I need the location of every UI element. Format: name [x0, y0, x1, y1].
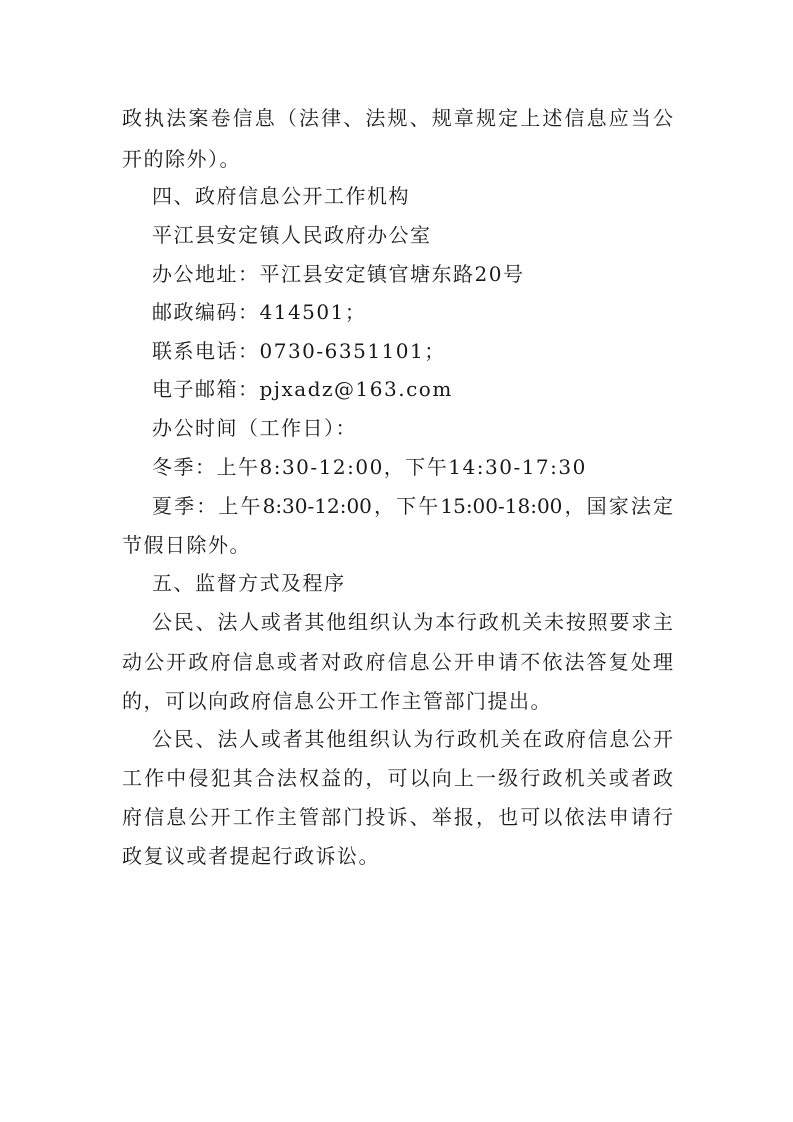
text-line: 节假日除外。 — [122, 533, 251, 557]
text-line: 府信息公开工作主管部门投诉、举报，也可以依法申请行 — [122, 805, 673, 829]
text-line: 公民、法人或者其他组织认为行政机关在政府信息公开 — [152, 727, 673, 751]
section-heading-5: 五、监督方式及程序 — [152, 571, 346, 595]
office-address: 办公地址：平江县安定镇官塘东路20号 — [152, 262, 525, 286]
office-hours-label: 办公时间（工作日）： — [152, 416, 357, 440]
postal-code: 邮政编码：414501； — [152, 300, 367, 324]
text-line: 工作中侵犯其合法权益的，可以向上一级行政机关或者政 — [122, 766, 673, 790]
text-line: 公民、法人或者其他组织认为本行政机关未按照要求主 — [152, 610, 673, 634]
contact-phone: 联系电话：0730-6351101； — [152, 339, 446, 363]
text-line: 动公开政府信息或者对政府信息公开申请不依法答复处理 — [122, 650, 673, 674]
summer-hours: 夏季：上午8:30-12:00，下午15:00-18:00，国家法定 — [152, 494, 673, 518]
text-line: 开的除外）。 — [122, 147, 241, 171]
text-line: 政执法案卷信息（法律、法规、规章规定上述信息应当公 — [122, 106, 673, 130]
winter-hours: 冬季：上午8:30-12:00，下午14:30-17:30 — [152, 455, 587, 479]
text-line: 的，可以向政府信息公开工作主管部门提出。 — [122, 689, 552, 713]
section-heading-4: 四、政府信息公开工作机构 — [152, 184, 410, 208]
email-address: 电子邮箱：pjxadz@163.com — [152, 377, 453, 401]
text-line: 政复议或者提起行政诉讼。 — [122, 844, 380, 868]
office-name: 平江县安定镇人民政府办公室 — [152, 223, 432, 247]
